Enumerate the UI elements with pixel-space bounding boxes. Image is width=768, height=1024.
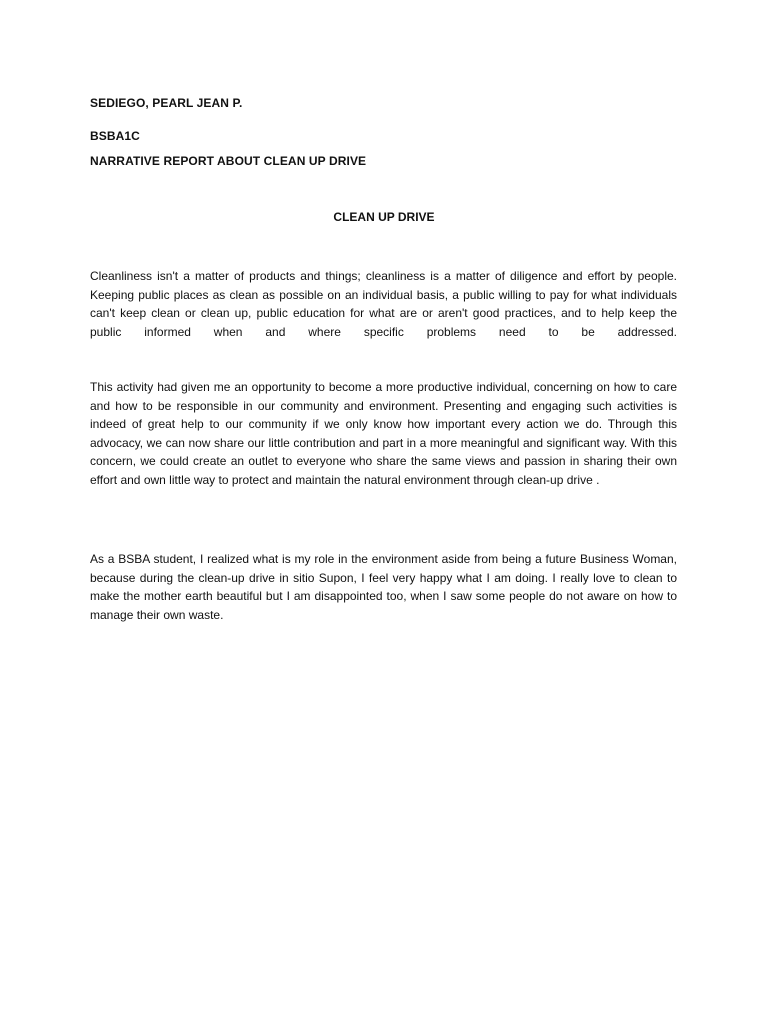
paragraph-3: As a BSBA student, I realized what is my role in the environment aside from being a future Business Woman, because during the clean-up drive in sitio Supon, I feel very happy what I am doing. I really love to clean to make the mother earth beautiful but I am disappointed too, when I saw some people do not aware on how to manage their own waste.	[90, 552, 677, 622]
report-subject: NARRATIVE REPORT ABOUT CLEAN UP DRIVE	[90, 154, 367, 168]
course-section: BSBA1C	[90, 129, 140, 143]
author-name: SEDIEGO, PEARL JEAN P.	[90, 96, 243, 110]
paragraph-1: Cleanliness isn't a matter of products and things; cleanliness is a matter of diligence and effort by people. Keeping public places as clean as possible on an individual basis, a public willing to pay for what individuals can't keep clean or clean up, public education for what are or aren't good practices, and to help keep the public informed when and where specific problems need to be addressed.	[90, 269, 677, 339]
paragraph-2: This activity had given me an opportunity to become a more productive individual, concerning on how to care and how to be responsible in our community and environment. Presenting and engaging such activities is indeed of great help to our community if we only know how important every action we do. Through this advocacy, we can now share our little contribution and part in a more meaningful and significant way. With this concern, we could create an outlet to everyone who share the same views and passion in sharing their own effort and own little way to protect and maintain the natural environment through clean-up drive .	[90, 380, 677, 487]
document-title: CLEAN UP DRIVE	[333, 210, 435, 224]
